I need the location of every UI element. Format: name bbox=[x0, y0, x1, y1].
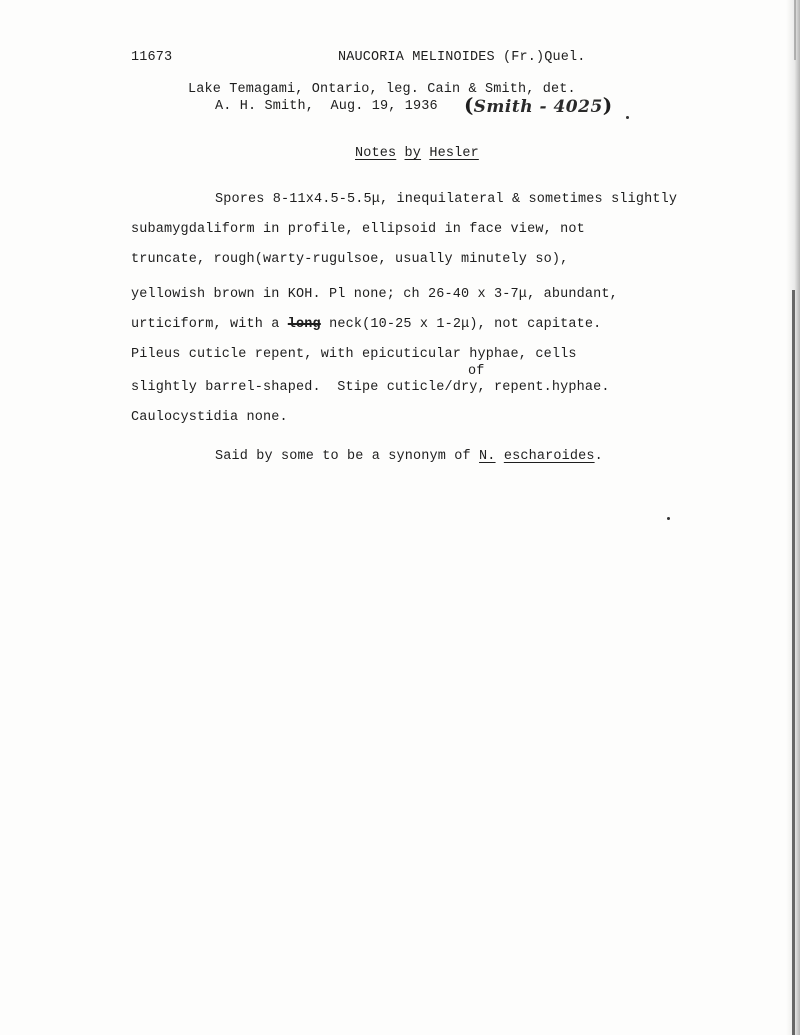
notes-heading-word-1: Notes bbox=[355, 146, 397, 161]
page-edge-mark-top bbox=[794, 0, 796, 60]
struck-out-word: long bbox=[287, 317, 321, 332]
collection-line-2: A. H. Smith, Aug. 19, 1936 bbox=[215, 99, 438, 114]
notes-heading-word-2: by bbox=[404, 146, 422, 161]
notes-line: Caulocystidia none. bbox=[131, 410, 288, 425]
notes-line-end: neck(10-25 x 1-2μ), not capitate. bbox=[329, 317, 602, 332]
accession-number: 11673 bbox=[131, 50, 173, 65]
inserted-word: of bbox=[468, 364, 485, 379]
collection-line-1: Lake Temagami, Ontario, leg. Cain & Smith, det. bbox=[188, 82, 576, 97]
notes-line bbox=[131, 317, 601, 333]
notes-line: slightly barrel-shaped. Stipe cuticle/dry, repent.hyphae. bbox=[131, 380, 610, 395]
notes-line-start: urticiform, with a bbox=[131, 317, 288, 332]
notes-line: truncate, rough(warty-rugulsoe, usually minutely so), bbox=[131, 252, 569, 267]
handwritten-reference: (Smith - 4025) bbox=[464, 93, 613, 117]
ink-dot bbox=[626, 116, 629, 119]
synonym-remark-prefix: Said by some to be a synonym of bbox=[215, 449, 480, 464]
synonym-remark-suffix: . bbox=[594, 449, 603, 464]
notes-line: Spores 8-11x4.5-5.5μ, inequilateral & sometimes slightly bbox=[215, 192, 678, 207]
notes-heading bbox=[355, 146, 479, 162]
synonym-remark bbox=[215, 449, 603, 465]
notes-heading-word-3: Hesler bbox=[429, 146, 479, 161]
genus-abbrev: N. bbox=[479, 449, 496, 464]
stray-mark bbox=[667, 517, 670, 520]
handwritten-reference-text: Smith - 4025 bbox=[473, 97, 603, 117]
species-title: NAUCORIA MELINOIDES (Fr.)Quel. bbox=[338, 50, 586, 65]
page-edge-mark bbox=[792, 290, 795, 1035]
notes-line: yellowish brown in KOH. Pl none; ch 26-40 x 3-7μ, abundant, bbox=[131, 287, 618, 302]
epithet: escharoides bbox=[503, 449, 595, 464]
notes-line: Pileus cuticle repent, with epicuticular hyphae, cells bbox=[131, 347, 577, 362]
notes-line: subamygdaliform in profile, ellipsoid in face view, not bbox=[131, 222, 585, 237]
